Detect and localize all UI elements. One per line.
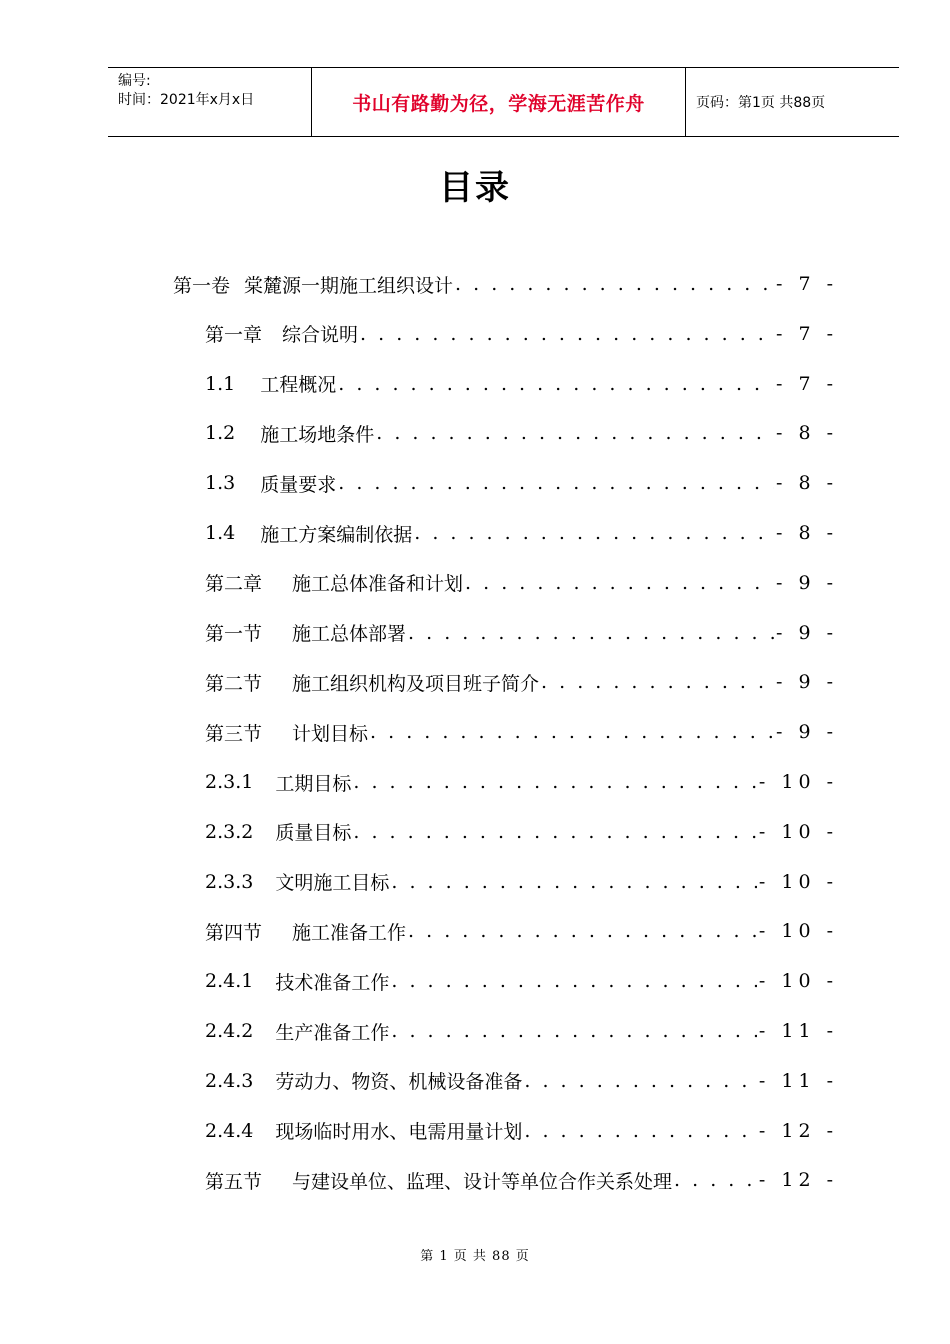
toc-entry[interactable] bbox=[205, 812, 838, 852]
toc-entry[interactable] bbox=[205, 463, 838, 503]
toc-entry[interactable] bbox=[205, 1011, 838, 1051]
toc-entry-title: 劳动力、物资、机械设备准备 bbox=[275, 1071, 523, 1094]
toc-entry[interactable] bbox=[205, 364, 838, 404]
toc-leader-dots bbox=[360, 323, 774, 345]
document-number-label: 编号: bbox=[118, 73, 151, 89]
toc-entry[interactable] bbox=[205, 413, 838, 453]
page-footer: 第 1 页 共 88 页 bbox=[420, 1249, 530, 1264]
toc-entry-page: - 10 - bbox=[758, 970, 838, 993]
toc-leader-dots bbox=[408, 920, 757, 942]
toc-entry-number: 第四节 bbox=[205, 921, 263, 944]
document-time-label: 时间：2021年x月x日 bbox=[118, 92, 255, 108]
toc-entry-page: - 11 - bbox=[758, 1069, 838, 1092]
toc-entry-title: 计划目标 bbox=[292, 722, 369, 745]
toc-leader-dots bbox=[338, 472, 774, 494]
toc-entry-page: - 8 - bbox=[775, 422, 838, 445]
toc-entry-title: 施工组织机构及项目班子简介 bbox=[292, 672, 540, 695]
toc-leader-dots bbox=[376, 422, 774, 444]
toc-entry[interactable] bbox=[205, 1160, 838, 1200]
toc-entry-title: 现场临时用水、电需用量计划 bbox=[275, 1121, 523, 1144]
toc-entry-page: - 8 - bbox=[775, 472, 838, 495]
toc-entry-page: - 9 - bbox=[775, 621, 838, 644]
toc-leader-dots bbox=[353, 821, 757, 843]
toc-entry[interactable] bbox=[205, 563, 838, 603]
header-motto-cell bbox=[312, 68, 686, 136]
toc-entry-number: 2.4.4 bbox=[205, 1119, 254, 1142]
toc-leader-dots bbox=[524, 1070, 757, 1092]
toc-entry-number: 2.3.2 bbox=[205, 820, 254, 843]
toc-entry-number: 第一卷 bbox=[173, 274, 231, 297]
toc-entry[interactable] bbox=[173, 264, 838, 304]
toc-leader-dots bbox=[353, 771, 757, 793]
toc-entry-title: 技术准备工作 bbox=[275, 971, 390, 994]
toc-entry-page: - 8 - bbox=[775, 522, 838, 544]
toc-entry-title: 文明施工目标 bbox=[275, 872, 390, 895]
header-meta bbox=[108, 68, 312, 136]
toc-entry-title: 施工总体准备和计划 bbox=[292, 573, 464, 596]
toc-entry[interactable] bbox=[205, 1061, 838, 1101]
header-motto: 书山有路勤为径，学海无涯苦作舟 bbox=[352, 92, 645, 115]
toc-entry-title: 质量目标 bbox=[275, 822, 352, 845]
toc-entry-title: 生产准备工作 bbox=[275, 1021, 390, 1044]
toc-entry-title: 施工场地条件 bbox=[260, 423, 375, 446]
toc-entry-number: 1.3 bbox=[205, 472, 236, 495]
toc-leader-dots bbox=[541, 671, 774, 693]
toc-entry-page: - 9 - bbox=[775, 721, 838, 744]
toc-entry-page: - 10 - bbox=[758, 920, 838, 943]
toc-leader-dots bbox=[414, 522, 774, 544]
toc-entry-number: 2.4.2 bbox=[205, 1020, 254, 1042]
toc-entry-number: 2.4.3 bbox=[205, 1069, 254, 1092]
toc-entry-page: - 12 - bbox=[758, 1169, 838, 1192]
toc-entry-page: - 7 - bbox=[775, 273, 838, 295]
toc-leader-dots bbox=[455, 273, 774, 295]
toc-entry-number: 第一章 bbox=[205, 324, 263, 347]
toc-leader-dots bbox=[338, 373, 774, 395]
toc-entry-number: 第二章 bbox=[205, 573, 263, 596]
toc-entry-number: 2.4.1 bbox=[205, 970, 254, 993]
toc-entry-number: 第五节 bbox=[205, 1170, 263, 1193]
toc-entry[interactable] bbox=[205, 1111, 838, 1151]
toc-entry-title: 施工准备工作 bbox=[292, 921, 407, 944]
toc-entry-page: - 7 - bbox=[775, 322, 838, 345]
toc-entry-title: 工期目标 bbox=[275, 772, 352, 795]
toc-entry-title: 施工总体部署 bbox=[292, 623, 407, 646]
toc-entry[interactable] bbox=[205, 961, 838, 1001]
toc-entry-title: 质量要求 bbox=[260, 473, 337, 496]
toc-entry[interactable] bbox=[205, 862, 838, 902]
toc-entry[interactable] bbox=[205, 662, 838, 702]
toc-entry[interactable] bbox=[205, 314, 838, 354]
toc-entry-number: 2.3.1 bbox=[205, 771, 254, 793]
toc-entry[interactable] bbox=[205, 513, 838, 553]
toc-entry-number: 第二节 bbox=[205, 672, 263, 695]
toc-entry-page: - 10 - bbox=[758, 870, 838, 893]
toc-leader-dots bbox=[391, 1020, 757, 1042]
toc-leader-dots bbox=[524, 1120, 757, 1142]
toc-entry[interactable] bbox=[205, 613, 838, 653]
document-header bbox=[108, 67, 899, 137]
toc-entry-page: - 12 - bbox=[758, 1119, 838, 1142]
toc-entry[interactable] bbox=[205, 911, 838, 951]
toc-leader-dots bbox=[674, 1169, 757, 1191]
toc-entry-page: - 7 - bbox=[775, 372, 838, 395]
toc-entry-title: 综合说明 bbox=[282, 324, 359, 347]
toc-entry[interactable] bbox=[205, 762, 838, 802]
toc-entry-number: 第一节 bbox=[205, 623, 263, 646]
toc-leader-dots bbox=[465, 572, 774, 594]
toc-entry-title: 施工方案编制依据 bbox=[260, 523, 413, 546]
toc-entry-title: 与建设单位、监理、设计等单位合作关系处理 bbox=[292, 1170, 673, 1193]
page-title: 目录 bbox=[439, 168, 511, 208]
toc-entry-number: 1.4 bbox=[205, 522, 236, 544]
toc-entry-page: - 9 - bbox=[775, 571, 838, 594]
toc-entry-page: - 9 - bbox=[775, 671, 838, 694]
toc-entry-number: 1.2 bbox=[205, 422, 236, 445]
toc-entry-title: 工程概况 bbox=[260, 374, 337, 397]
toc-leader-dots bbox=[391, 970, 757, 992]
toc-entry-number: 1.1 bbox=[205, 372, 236, 395]
toc-leader-dots bbox=[370, 721, 774, 743]
toc-entry-page: - 11 - bbox=[758, 1020, 838, 1042]
toc-entry[interactable] bbox=[205, 712, 838, 752]
toc-entry-title: 棠麓源一期施工组织设计 bbox=[244, 274, 454, 297]
toc-entry-number: 第三节 bbox=[205, 722, 263, 745]
toc-entry-number: 2.3.3 bbox=[205, 870, 254, 893]
toc-entry-page: - 10 - bbox=[758, 771, 838, 793]
toc-entry-page: - 10 - bbox=[758, 820, 838, 843]
header-page-info: 页码：第1页 共88页 bbox=[696, 95, 826, 111]
toc-leader-dots bbox=[408, 622, 774, 644]
toc-leader-dots bbox=[391, 871, 757, 893]
